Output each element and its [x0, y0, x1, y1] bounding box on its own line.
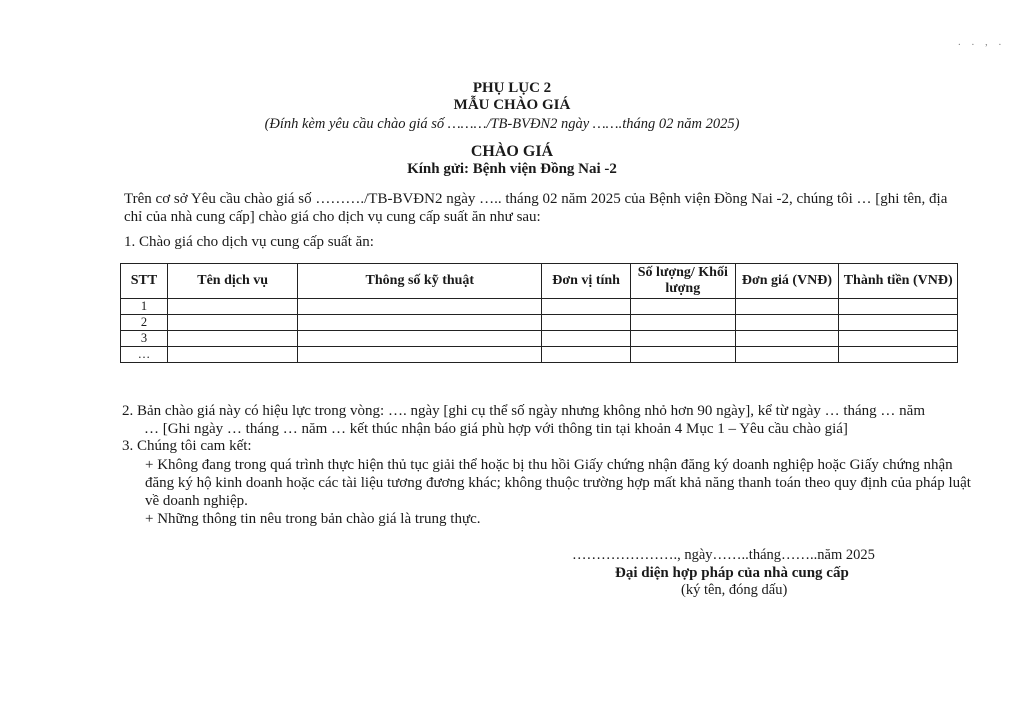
corner-mark: . . , . [958, 36, 1006, 48]
cell-service-name [167, 299, 297, 315]
header-total: Thành tiền (VNĐ) [839, 264, 958, 299]
cell-specifications [298, 315, 542, 331]
commitment-2: + Những thông tin nêu trong bản chào giá là trung thực. [145, 511, 481, 527]
cell-specifications [298, 347, 542, 363]
cell-unit-price [735, 299, 839, 315]
header-unit: Đơn vị tính [542, 264, 631, 299]
cell-service-name [167, 347, 297, 363]
cell-quantity [630, 331, 735, 347]
cell-unit-price [735, 315, 839, 331]
cell-specifications [298, 299, 542, 315]
appendix-heading: PHỤ LỤC 2 [472, 80, 552, 96]
table-row [121, 315, 958, 331]
row-number: 2 [121, 315, 168, 331]
commitment-1: + Không đang trong quá trình thực hiện thủ tục giải thể hoặc bị thu hồi Giấy chứng nhận đăng ký doanh nghiệp hoặc Giấy chứng nhận đăng ký hộ kinh doanh hoặc các tài liệu tương đương khác; không thuộc trường hợp mất khả năng thanh toán theo quy định của pháp luật về doanh nghiệp. [145, 457, 971, 509]
cell-unit-price [735, 331, 839, 347]
cell-service-name [167, 315, 297, 331]
table-header-row [121, 264, 958, 299]
section-3-heading: 3. Chúng tôi cam kết: [122, 438, 252, 454]
addressee: Kính gửi: Bệnh viện Đồng Nai -2 [407, 161, 617, 177]
header-specifications: Thông số kỹ thuật [298, 264, 542, 299]
section-1-heading: 1. Chào giá cho dịch vụ cung cấp suất ăn: [124, 234, 374, 250]
table-row [121, 331, 958, 347]
cell-unit [542, 347, 631, 363]
cell-quantity [630, 299, 735, 315]
header-stt: STT [121, 264, 168, 299]
form-title: MẪU CHÀO GIÁ [453, 97, 571, 113]
price-table [120, 263, 958, 363]
cell-service-name [167, 331, 297, 347]
cell-unit-price [735, 347, 839, 363]
attached-note: (Đính kèm yêu cầu chào giá số ………/TB-BVĐN2 ngày …….tháng 02 năm 2025) [264, 116, 740, 132]
cell-unit [542, 315, 631, 331]
cell-total [839, 331, 958, 347]
cell-total [839, 315, 958, 331]
intro-paragraph: Trên cơ sở Yêu cầu chào giá số ………./TB-BVĐN2 ngày ….. tháng 02 năm 2025 của Bệnh viện Đồng Nai -2, chúng tôi … [ghi tên, địa chỉ của nhà cung cấp] chào giá cho dịch vụ cung cấp suất ăn như sau: [124, 191, 948, 225]
document-title: CHÀO GIÁ [470, 143, 554, 160]
cell-specifications [298, 331, 542, 347]
table-row [121, 299, 958, 315]
row-number: 1 [121, 299, 168, 315]
cell-unit [542, 331, 631, 347]
section-2 [122, 402, 982, 438]
header-unit-price: Đơn giá (VNĐ) [735, 264, 839, 299]
cell-total [839, 299, 958, 315]
header-quantity: Số lượng/ Khối lượng [630, 264, 735, 299]
table-row [121, 347, 958, 363]
cell-unit [542, 299, 631, 315]
section-2-line-1: 2. Bản chào giá này có hiệu lực trong vòng: …. ngày [ghi cụ thể số ngày nhưng không nhỏ hơn 90 ngày], kể từ ngày … tháng … năm [122, 403, 926, 419]
cell-quantity [630, 315, 735, 331]
header-service-name: Tên dịch vụ [167, 264, 297, 299]
section-2-line-2: … [Ghi ngày … tháng … năm … kết thúc nhận báo giá phù hợp với thông tin tại khoản 4 Mục 1 – Yêu cầu chào giá] [144, 421, 848, 437]
signature-title: Đại diện hợp pháp của nhà cung cấp [615, 565, 849, 581]
row-number: … [121, 347, 168, 363]
signature-date-line: …………………., ngày……..tháng……..năm 2025 [572, 547, 875, 563]
cell-total [839, 347, 958, 363]
cell-quantity [630, 347, 735, 363]
row-number: 3 [121, 331, 168, 347]
signature-note: (ký tên, đóng dấu) [681, 582, 788, 598]
